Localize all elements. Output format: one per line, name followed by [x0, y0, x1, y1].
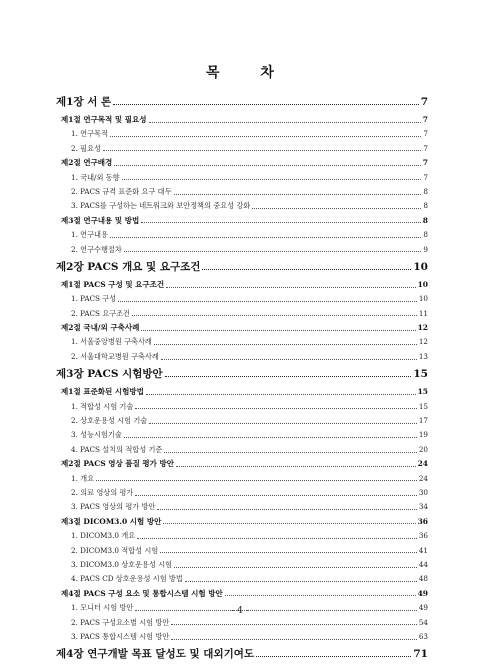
dot-leader	[225, 595, 416, 596]
toc-page-number: 19	[418, 430, 428, 440]
toc-page-number: 7	[422, 115, 428, 124]
dot-leader	[124, 251, 422, 252]
toc-section-row	[56, 113, 428, 127]
toc-page-number: 8	[423, 186, 428, 196]
toc-entry-label: 1. DICOM3.0 개요	[71, 531, 136, 541]
dot-leader	[113, 104, 418, 105]
toc-item-row	[56, 630, 428, 644]
toc-item-row	[56, 529, 428, 543]
page-number: - 4 -	[231, 606, 249, 616]
dot-leader	[165, 376, 412, 377]
toc-item-row	[56, 127, 428, 141]
toc-item-row	[56, 500, 428, 514]
toc-entry-label: 제2장 PACS 개요 및 요구조건	[56, 260, 201, 273]
toc-item-row	[56, 472, 428, 486]
toc-page-number: 48	[418, 574, 428, 584]
toc-item-row	[56, 486, 428, 500]
toc-item-row	[56, 443, 428, 457]
dot-leader	[137, 538, 417, 539]
toc-page-number: 12	[418, 337, 428, 347]
toc-page-number: 8	[422, 215, 428, 225]
toc-page-number: 7	[422, 158, 428, 168]
toc-item-row	[56, 350, 428, 364]
toc-item-row	[56, 171, 428, 185]
toc-entry-label: 3. PACS 영상의 평가 방안	[71, 502, 156, 512]
toc-page-number: 30	[418, 487, 428, 497]
toc-section-row	[56, 156, 428, 170]
toc-page-number: 36	[417, 516, 428, 526]
toc-entry-label: 2. 서울대학교병원 구축사례	[71, 351, 159, 361]
toc-page-number: 12	[417, 323, 428, 333]
toc-item-row	[56, 292, 428, 306]
toc-title: 목 차	[206, 65, 292, 81]
toc-section-row	[56, 457, 428, 471]
toc-item-row	[56, 558, 428, 572]
toc-page-number: 24	[418, 473, 428, 483]
toc-page-number: 63	[418, 631, 428, 641]
dot-leader	[141, 330, 415, 331]
toc-entry-label: 제1절 PACS 구성 및 요구조건	[61, 279, 165, 289]
toc-entry-label: 2. 필요성	[71, 143, 101, 153]
dot-leader	[176, 466, 416, 467]
dot-leader	[174, 194, 422, 195]
dot-leader	[160, 552, 417, 553]
toc-entry-label: 제1장 서 론	[56, 96, 112, 108]
dot-leader	[252, 208, 421, 209]
toc-page-number: 9	[423, 244, 428, 254]
dot-leader	[135, 495, 417, 496]
dot-leader	[124, 437, 417, 438]
toc-chapter-row	[56, 644, 428, 665]
toc-page-number: 41	[418, 545, 428, 555]
toc-entry-label: 1. 연구목적	[71, 129, 108, 139]
toc-entry-label: 1. 연구내용	[71, 230, 108, 240]
dot-leader	[154, 344, 417, 345]
toc-page-number: 15	[417, 387, 428, 397]
toc-page-number: 8	[423, 230, 428, 240]
toc-section-row	[56, 214, 428, 228]
toc-entry-label: 3. PACS를 구성하는 네트워크와 보안정책의 중요성 강화	[71, 201, 251, 211]
toc-page-number: 49	[417, 588, 428, 598]
toc-page-number: 54	[418, 617, 428, 627]
toc-page-number: 15	[413, 368, 428, 381]
toc-item-row	[56, 428, 428, 442]
dot-leader	[118, 301, 417, 302]
toc-entry-label: 제1절 표준화된 시험방법	[61, 387, 144, 397]
toc-entry-label: 1. 적합성 시험 기술	[71, 401, 134, 411]
dot-leader	[103, 150, 421, 151]
toc-entry-label: 제3장 PACS 시험방안	[56, 368, 163, 381]
toc-section-row	[56, 587, 428, 601]
toc-entry-label: 제4장 연구개발 목표 달성도 및 대외기여도	[56, 648, 255, 661]
dot-leader	[161, 359, 417, 360]
dot-leader	[110, 136, 422, 137]
dot-leader	[96, 480, 417, 481]
toc-item-row	[56, 572, 428, 586]
dot-leader	[171, 624, 417, 625]
dot-leader	[149, 423, 417, 424]
toc-entry-label: 1. 서울중앙병원 구축사례	[71, 337, 152, 347]
toc-page-number: 7	[423, 129, 428, 139]
toc-entry-label: 제2절 연구배경	[61, 158, 113, 168]
toc-item-row	[56, 307, 428, 321]
dot-leader	[166, 287, 415, 288]
toc-page-number: 7	[420, 96, 428, 108]
toc-entry-label: 1. 개요	[71, 473, 95, 483]
dot-leader	[163, 523, 415, 524]
toc-entry-label: 4. PACS 설치의 적합성 기준	[71, 444, 163, 454]
toc-entry-label: 1. 모니터 시험 방안	[71, 603, 134, 613]
dot-leader	[135, 408, 417, 409]
toc-page-number: 44	[418, 559, 428, 569]
toc-entry-label: 1. 국내/외 동향	[71, 172, 120, 182]
toc-entry-label: 3. PACS 통합시스템 시험 방안	[71, 631, 170, 641]
toc-section-row	[56, 321, 428, 335]
toc-entry-label: 2. DICOM3.0 적합성 시험	[71, 545, 159, 555]
toc-page-number: 10	[413, 260, 428, 273]
table-of-contents	[56, 92, 428, 665]
toc-entry-label: 제4절 PACS 구성 요소 및 통합시스템 시험 방안	[61, 588, 223, 598]
toc-item-row	[56, 400, 428, 414]
dot-leader	[174, 567, 417, 568]
toc-entry-label: 제3절 DICOM3.0 시험 방안	[61, 516, 162, 526]
toc-page-number: 11	[418, 308, 428, 318]
toc-chapter-row	[56, 257, 428, 278]
toc-page-number: 20	[418, 444, 428, 454]
toc-item-row	[56, 414, 428, 428]
dot-leader	[185, 581, 417, 582]
toc-item-row	[56, 616, 428, 630]
dot-leader	[149, 122, 421, 123]
dot-leader	[157, 509, 416, 510]
toc-item-row	[56, 142, 428, 156]
toc-page-number: 10	[418, 294, 428, 304]
toc-item-row	[56, 243, 428, 257]
toc-section-row	[56, 278, 428, 292]
toc-page-number: 49	[418, 603, 428, 613]
dot-leader	[141, 222, 421, 223]
toc-entry-label: 제1절 연구목적 및 필요성	[61, 115, 147, 124]
toc-section-row	[56, 385, 428, 399]
toc-entry-label: 제2절 PACS 영상 품질 평가 방안	[61, 459, 175, 469]
dot-leader	[202, 269, 411, 270]
toc-chapter-row	[56, 92, 428, 113]
toc-item-row	[56, 199, 428, 213]
toc-page-number: 8	[423, 201, 428, 211]
toc-page-number: 7	[423, 143, 428, 153]
toc-entry-label: 3. DICOM3.0 상호운용성 시험	[71, 559, 173, 569]
toc-entry-label: 2. 의료 영상의 평가	[71, 487, 134, 497]
toc-chapter-row	[56, 364, 428, 385]
toc-entry-label: 1. PACS 구성	[71, 294, 117, 304]
toc-entry-label: 제2절 국내/외 구축사례	[61, 323, 140, 333]
toc-entry-label: 2. PACS 요구조건	[71, 308, 130, 318]
dot-leader	[122, 179, 422, 180]
toc-item-row	[56, 335, 428, 349]
toc-entry-label: 2. 연구수행절차	[71, 244, 122, 254]
toc-entry-label: 2. PACS 규격 표준화 요구 대두	[71, 186, 172, 196]
toc-page-number: 71	[413, 648, 428, 661]
toc-page-number: 24	[417, 459, 428, 469]
toc-page-number: 10	[417, 279, 428, 289]
toc-entry-label: 2. PACS 구성요소별 시험 방안	[71, 617, 170, 627]
toc-entry-label: 3. 성능시험기술	[71, 430, 122, 440]
toc-entry-label: 2. 상호운용성 시험 기술	[71, 416, 148, 426]
toc-page-number: 15	[418, 401, 428, 411]
toc-page-number: 7	[423, 172, 428, 182]
toc-entry-label: 4. PACS CD 상호운용성 시험 방법	[71, 574, 183, 584]
dot-leader	[110, 237, 422, 238]
toc-item-row	[56, 228, 428, 242]
dot-leader	[132, 315, 417, 316]
toc-page-number: 13	[418, 351, 428, 361]
toc-entry-label: 제3절 연구내용 및 방법	[61, 215, 140, 225]
dot-leader	[146, 394, 416, 395]
toc-section-row	[56, 515, 428, 529]
toc-page-number: 17	[418, 416, 428, 426]
toc-item-row	[56, 185, 428, 199]
dot-leader	[164, 452, 417, 453]
dot-leader	[171, 639, 417, 640]
dot-leader	[114, 165, 420, 166]
toc-page-number: 36	[418, 531, 428, 541]
toc-page-number: 34	[418, 502, 428, 512]
toc-item-row	[56, 544, 428, 558]
